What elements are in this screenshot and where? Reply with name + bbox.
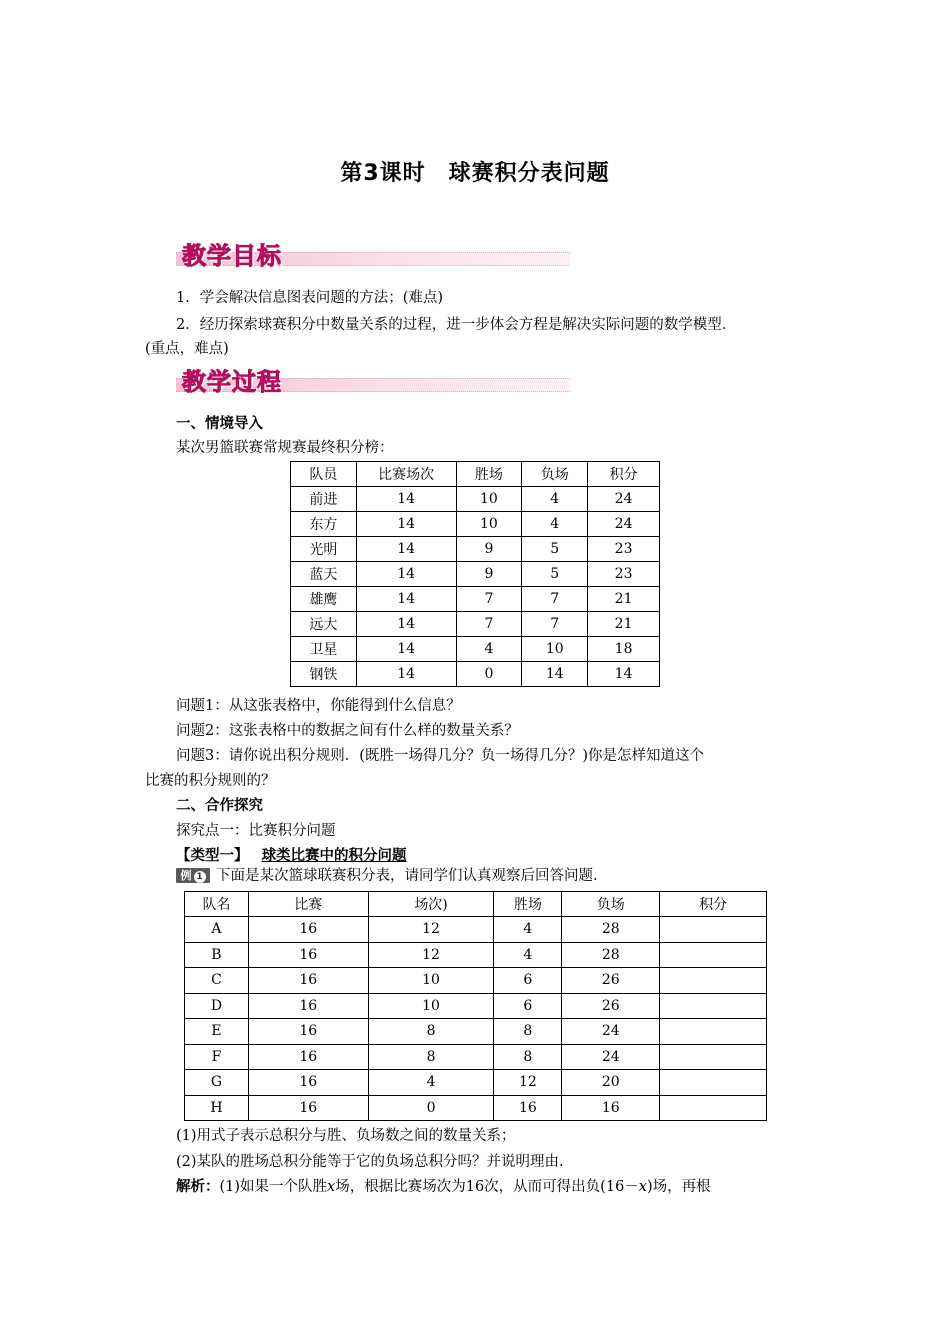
table-cell: 9 <box>456 537 522 562</box>
table-row <box>185 1044 767 1070</box>
table-cell <box>660 942 767 968</box>
question-3: 问题3：请你说出积分规则．(既胜一场得几分？负一场得几分？)你是怎样知道这个 <box>176 748 705 764</box>
league-table <box>184 891 767 1121</box>
analysis-var-2: x <box>638 1179 647 1195</box>
table-row <box>185 968 767 994</box>
table-row <box>185 1019 767 1045</box>
table-cell: 12 <box>368 917 494 943</box>
table-cell: B <box>185 942 249 968</box>
table-cell: 12 <box>368 942 494 968</box>
example-text: 下面是某次篮球联赛积分表，请同学们认真观察后回答问题. <box>216 868 598 884</box>
table-cell: 14 <box>356 512 456 537</box>
table-cell: 0 <box>368 1095 494 1121</box>
table-cell: 8 <box>368 1044 494 1070</box>
goal-2-cont: (重点，难点) <box>145 341 229 357</box>
table-cell <box>660 1044 767 1070</box>
table-cell: 14 <box>356 487 456 512</box>
table-cell: 10 <box>456 512 522 537</box>
column-header: 胜场 <box>456 462 522 487</box>
table-row <box>291 512 660 537</box>
table-cell: 4 <box>494 917 562 943</box>
table-cell: E <box>185 1019 249 1045</box>
table-cell <box>660 1019 767 1045</box>
banner-label: 教学目标 <box>182 242 282 270</box>
table-cell: 16 <box>248 1095 368 1121</box>
table-cell: 14 <box>356 637 456 662</box>
table-cell: 5 <box>522 562 588 587</box>
goal-1: 1．学会解决信息图表问题的方法；(难点) <box>176 290 444 306</box>
table-cell: 4 <box>368 1070 494 1096</box>
table-cell: 前进 <box>291 487 357 512</box>
banner-label: 教学过程 <box>182 368 282 396</box>
table-cell: 14 <box>522 662 588 687</box>
table-cell: 10 <box>522 637 588 662</box>
table-cell: 0 <box>456 662 522 687</box>
table-header-row <box>291 462 660 487</box>
table-cell: 16 <box>494 1095 562 1121</box>
table-row <box>291 637 660 662</box>
table-cell: D <box>185 993 249 1019</box>
table-row <box>291 487 660 512</box>
table-row <box>291 662 660 687</box>
table-cell: 4 <box>494 942 562 968</box>
sub-question-2: (2)某队的胜场总积分能等于它的负场总积分吗？并说明理由. <box>176 1154 564 1170</box>
table-cell: 16 <box>248 942 368 968</box>
table-cell: 7 <box>522 612 588 637</box>
analysis-var: x <box>327 1179 336 1195</box>
table-cell: G <box>185 1070 249 1096</box>
table-cell: 20 <box>562 1070 660 1096</box>
type-title: 球类比赛中的积分问题 <box>261 848 407 864</box>
table-cell: 21 <box>588 612 660 637</box>
table-cell: 12 <box>494 1070 562 1096</box>
table-cell: F <box>185 1044 249 1070</box>
column-header: 积分 <box>588 462 660 487</box>
table-row <box>185 993 767 1019</box>
analysis-text-2: 场，根据比赛场次为16次，从而可得出负(16－ <box>335 1179 639 1195</box>
column-header: 积分 <box>660 892 767 917</box>
analysis-line <box>176 1177 711 1197</box>
table-cell: 10 <box>456 487 522 512</box>
example-number: 1 <box>194 871 206 883</box>
table-cell: 16 <box>248 968 368 994</box>
table-cell: 14 <box>356 587 456 612</box>
table-cell: 26 <box>562 968 660 994</box>
analysis-label: 解析： <box>176 1179 220 1195</box>
column-header: 比赛 <box>248 892 368 917</box>
type-label: 【类型一】 <box>176 848 249 864</box>
table-cell <box>660 1095 767 1121</box>
table-cell: 8 <box>368 1019 494 1045</box>
table-cell: 8 <box>494 1019 562 1045</box>
section1-heading: 一、情境导入 <box>176 416 263 432</box>
column-header: 队名 <box>185 892 249 917</box>
table-cell: 光明 <box>291 537 357 562</box>
table-cell: 24 <box>588 487 660 512</box>
table-cell: A <box>185 917 249 943</box>
table-row <box>185 942 767 968</box>
table-cell: 26 <box>562 993 660 1019</box>
table-cell: 7 <box>456 587 522 612</box>
question-3-cont: 比赛的积分规则的？ <box>145 773 276 789</box>
table-cell: 28 <box>562 917 660 943</box>
table-cell: 雄鹰 <box>291 587 357 612</box>
table-cell: 10 <box>368 993 494 1019</box>
column-header: 负场 <box>522 462 588 487</box>
table-cell: 6 <box>494 968 562 994</box>
table-cell: 7 <box>456 612 522 637</box>
table-row <box>291 562 660 587</box>
analysis-text: (1)如果一个队胜 <box>219 1179 328 1195</box>
table-cell: 16 <box>248 917 368 943</box>
table-cell: 18 <box>588 637 660 662</box>
analysis-text-3: )场，再根 <box>646 1179 711 1195</box>
table-cell: 16 <box>562 1095 660 1121</box>
table-row <box>185 1070 767 1096</box>
table-row <box>185 1095 767 1121</box>
table-cell: 23 <box>588 562 660 587</box>
page-title: 第3课时 球赛积分表问题 <box>340 161 610 186</box>
table-cell: 28 <box>562 942 660 968</box>
table-cell: 24 <box>588 512 660 537</box>
table-cell: 14 <box>588 662 660 687</box>
table-cell: C <box>185 968 249 994</box>
column-header: 队员 <box>291 462 357 487</box>
goal-2: 2．经历探索球赛积分中数量关系的过程，进一步体会方程是解决实际问题的数学模型． <box>176 317 737 333</box>
table-cell: 远大 <box>291 612 357 637</box>
table-row <box>291 612 660 637</box>
table-cell: 5 <box>522 537 588 562</box>
table-cell: 24 <box>562 1044 660 1070</box>
table-cell <box>660 1070 767 1096</box>
section1-intro: 某次男篮联赛常规赛最终积分榜： <box>176 440 394 456</box>
table-cell: 14 <box>356 562 456 587</box>
table-cell: 10 <box>368 968 494 994</box>
table-cell: 6 <box>494 993 562 1019</box>
section2-heading: 二、合作探究 <box>176 798 263 814</box>
table-cell: 24 <box>562 1019 660 1045</box>
sub-question-1: (1)用式子表示总积分与胜、负场数之间的数量关系； <box>176 1128 516 1144</box>
teaching-goals-banner <box>176 236 570 272</box>
table-cell: 东方 <box>291 512 357 537</box>
question-1: 问题1：从这张表格中，你能得到什么信息？ <box>176 698 461 714</box>
example-line <box>176 866 598 886</box>
table-cell: 8 <box>494 1044 562 1070</box>
table-cell <box>660 968 767 994</box>
table-cell: 23 <box>588 537 660 562</box>
table-row <box>291 587 660 612</box>
table-cell: 14 <box>356 537 456 562</box>
question-2: 问题2：这张表格中的数据之间有什么样的数量关系？ <box>176 723 519 739</box>
column-header: 胜场 <box>494 892 562 917</box>
table-cell: H <box>185 1095 249 1121</box>
standings-table <box>290 461 660 687</box>
table-cell: 16 <box>248 1019 368 1045</box>
table-cell: 钢铁 <box>291 662 357 687</box>
table-cell: 7 <box>522 587 588 612</box>
table-cell: 9 <box>456 562 522 587</box>
teaching-process-banner <box>176 362 570 398</box>
table-cell <box>660 917 767 943</box>
table-cell <box>660 993 767 1019</box>
type-heading <box>176 846 407 866</box>
table-row <box>291 537 660 562</box>
column-header: 场次) <box>368 892 494 917</box>
table-cell: 16 <box>248 1070 368 1096</box>
table-cell: 14 <box>356 612 456 637</box>
table-cell: 卫星 <box>291 637 357 662</box>
column-header: 比赛场次 <box>356 462 456 487</box>
table-header-row <box>185 892 767 917</box>
table-cell: 蓝天 <box>291 562 357 587</box>
table-cell: 4 <box>456 637 522 662</box>
example-badge: 例 1 <box>176 868 210 883</box>
table-cell: 21 <box>588 587 660 612</box>
table-cell: 16 <box>248 1044 368 1070</box>
table-row <box>185 917 767 943</box>
column-header: 负场 <box>562 892 660 917</box>
table-cell: 14 <box>356 662 456 687</box>
explore-point: 探究点一：比赛积分问题 <box>176 823 336 839</box>
table-cell: 16 <box>248 993 368 1019</box>
table-cell: 4 <box>522 487 588 512</box>
table-cell: 4 <box>522 512 588 537</box>
